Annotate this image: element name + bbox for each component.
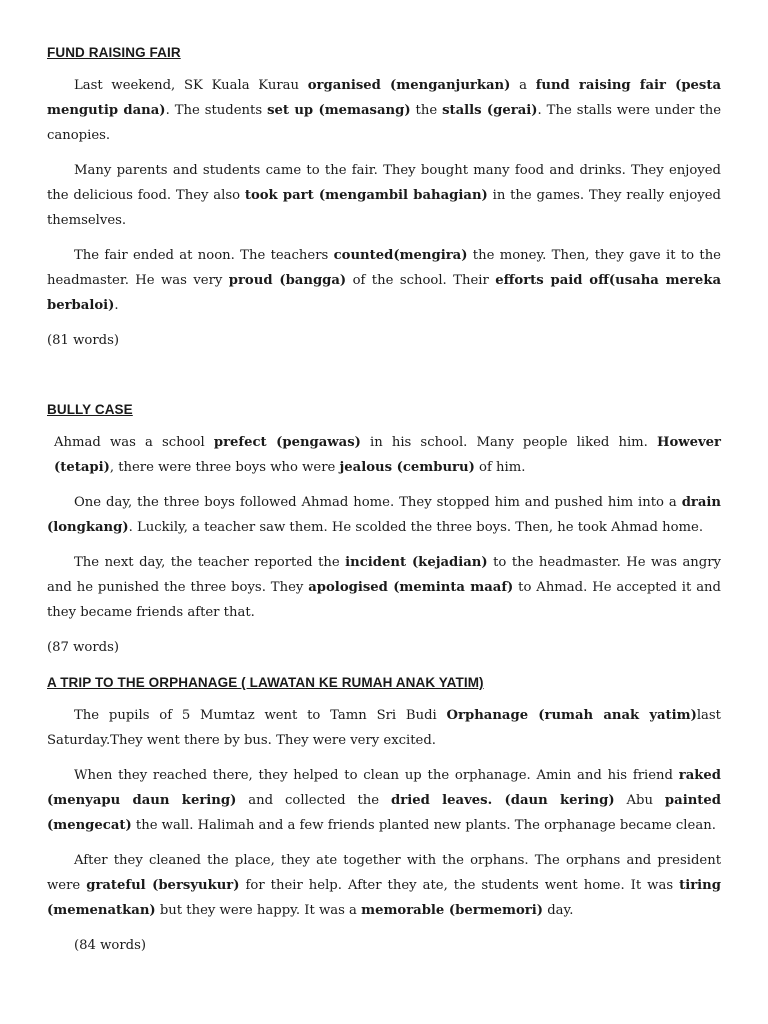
text-run: . The students (165, 103, 268, 118)
word-count: (81 words) (47, 333, 120, 348)
text-run: in the games. They really enjoyed themselves. (47, 188, 721, 228)
paragraph (47, 158, 721, 233)
vocab-term: jealous (cemburu) (339, 460, 475, 475)
text-run: . (114, 298, 119, 313)
vocab-term: apologised (meminta maaf) (308, 580, 514, 595)
vocab-term: efforts paid off(usaha mereka berbaloi) (47, 273, 721, 313)
vocab-term: took part (mengambil bahagian) (244, 188, 488, 203)
word-count: (87 words) (47, 640, 120, 655)
text-run: When they reached there, they helped to clean up the orphanage. Amin and his friend (74, 768, 679, 783)
text-run: The next day, the teacher reported the (74, 555, 346, 570)
text-run: Ahmad was a school (54, 435, 214, 450)
section-bully-case (47, 397, 721, 660)
paragraph (47, 430, 721, 480)
text-run: One day, the three boys followed Ahmad home. They stopped him and pushed him into a (74, 495, 682, 510)
section-heading: A TRIP TO THE ORPHANAGE ( LAWATAN KE RUMAH ANAK YATIM) (47, 675, 484, 690)
text-run: a (510, 78, 536, 93)
vocab-term: raked (menyapu daun kering) (47, 768, 721, 808)
paragraph (47, 763, 721, 838)
text-run: After they cleaned the place, they ate together with the orphans. The orphans and president were (47, 853, 721, 893)
text-run: The fair ended at noon. The teachers (74, 248, 334, 263)
vocab-term: grateful (bersyukur) (86, 878, 240, 893)
text-run: . The stalls were under the canopies. (47, 103, 722, 143)
text-run: . Luckily, a teacher saw them. He scolded the three boys. Then, he took Ahmad home. (128, 520, 704, 535)
vocab-term: drain (longkang) (47, 495, 721, 535)
text-run: the wall. Halimah and a few friends planted new plants. The orphanage became clean. (131, 818, 716, 833)
vocab-term: incident (kejadian) (345, 555, 488, 570)
paragraph (47, 243, 721, 318)
text-run: to the headmaster. He was angry and he punished the three boys. They (47, 555, 721, 595)
section-spacer (47, 363, 721, 397)
text-run: of the school. Their (346, 273, 496, 288)
vocab-term: organised (menganjurkan) (307, 78, 511, 93)
vocab-term: prefect (pengawas) (213, 435, 361, 450)
paragraph (47, 848, 721, 923)
text-run: Many parents and students came to the fair. They bought many food and drinks. They enjoyed the delicious food. They also (47, 163, 721, 203)
vocab-term: fund raising fair (pesta mengutip dana) (47, 78, 721, 118)
text-run: for their help. After they ate, the students went home. It was (239, 878, 680, 893)
vocab-term: tiring (memenatkan) (47, 878, 721, 918)
section-fund-raising-fair (47, 40, 721, 353)
vocab-term: stalls (gerai) (442, 103, 538, 118)
text-run: Last weekend, SK Kuala Kurau (74, 78, 308, 93)
section-heading: BULLY CASE (47, 402, 133, 417)
text-run: last Saturday.They went there by bus. They were very excited. (47, 708, 721, 748)
text-run: in his school. Many people liked him. (360, 435, 657, 450)
paragraph (47, 550, 721, 625)
text-run: of him. (474, 460, 526, 475)
section-trip-to-orphanage (47, 670, 721, 958)
paragraph (47, 703, 721, 753)
vocab-term: Orphanage (rumah anak yatim) (446, 708, 697, 723)
vocab-term: memorable (bermemori) (361, 903, 543, 918)
text-run: and collected the (236, 793, 392, 808)
vocab-term: set up (memasang) (267, 103, 411, 118)
vocab-term: proud (bangga) (228, 273, 347, 288)
text-run: the (410, 103, 443, 118)
word-count: (84 words) (74, 938, 147, 953)
text-run: The pupils of 5 Mumtaz went to Tamn Sri Budi (74, 708, 447, 723)
section-heading: FUND RAISING FAIR (47, 45, 181, 60)
text-run: Abu (614, 793, 665, 808)
paragraph (47, 490, 721, 540)
text-run: but they were happy. It was a (155, 903, 362, 918)
text-run: day. (543, 903, 574, 918)
vocab-term: counted(mengira) (333, 248, 468, 263)
vocab-term: dried leaves. (daun kering) (391, 793, 615, 808)
text-run: the money. Then, they gave it to the headmaster. He was very (47, 248, 721, 288)
text-run: , there were three boys who were (109, 460, 340, 475)
vocab-term: painted (mengecat) (47, 793, 721, 833)
paragraph (47, 73, 721, 148)
vocab-term: However (tetapi) (54, 435, 721, 475)
text-run: to Ahmad. He accepted it and they became friends after that. (47, 580, 721, 620)
